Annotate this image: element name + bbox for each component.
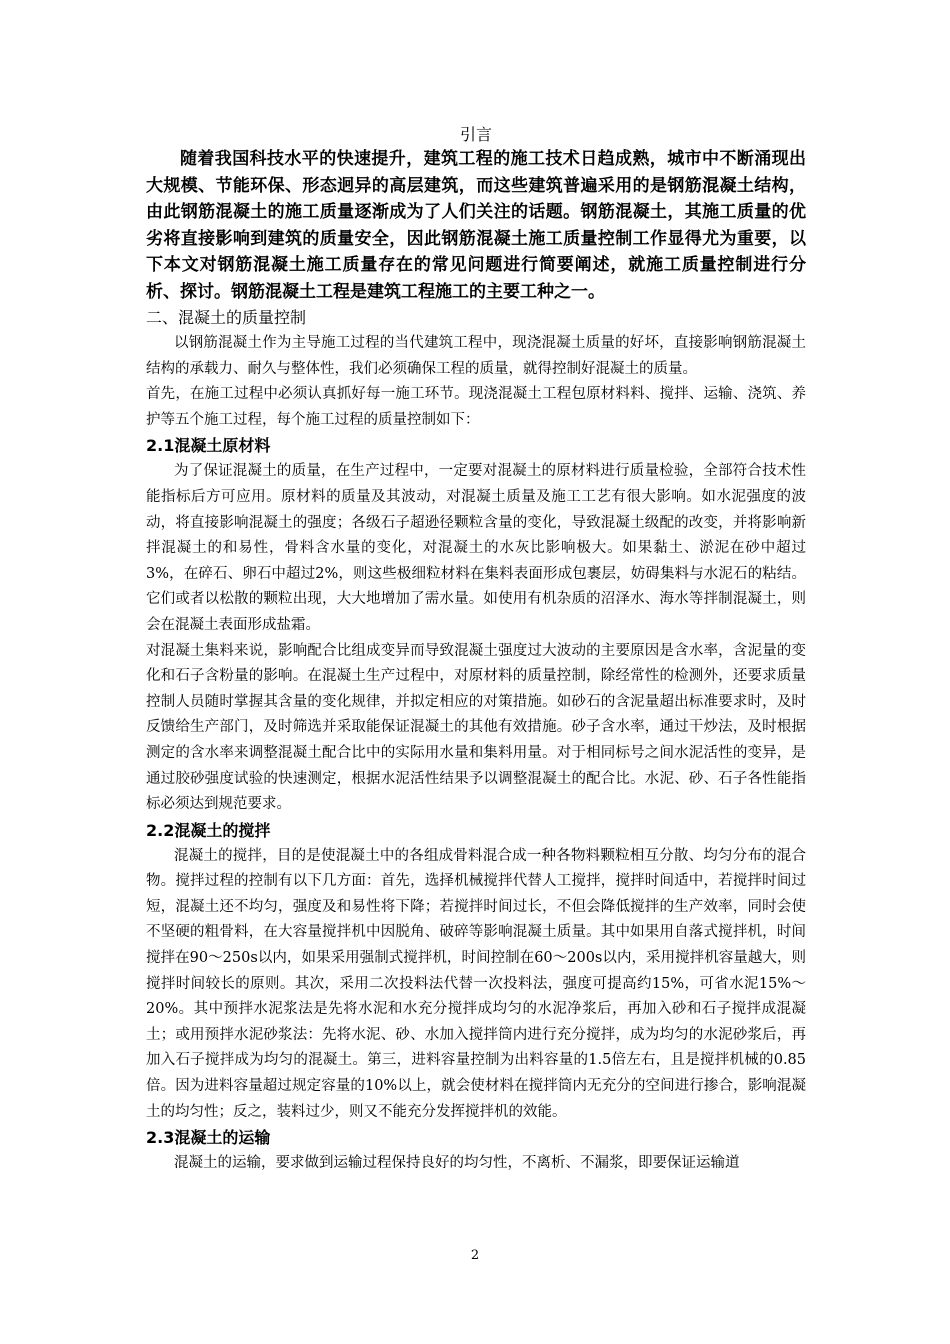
- section-2-1-paragraph-1: 为了保证混凝土的质量，在生产过程中，一定要对混凝土的原材料进行质量检验，全部符合技术性能指标后方可应用。原材料的质量及其波动，对混凝土质量及施工工艺有很大影响。如水泥强度的波动，将直接影响混凝土的强度；各级石子超逊径颗粒含量的变化，导致混凝土级配的改变，并将影响新拌混凝土的和易性，骨料含水量的变化，对混凝土的水灰比影响极大。如果黏土、淤泥在砂中超过3%，在碎石、卵石中超过2%，则这些极细粒材料在集料表面形成包裹层，妨碍集料与水泥石的粘结。它们或者以松散的颗粒出现，大大地增加了需水量。如使用有机杂质的沼泽水、海水等拌制混凝土，则会在混凝土表面形成盐霜。: [146, 463, 806, 633]
- intro-paragraph: 随着我国科技水平的快速提升，建筑工程的施工技术日趋成熟，城市中不断涌现出大规模、节能环保、形态迥异的高层建筑，而这些建筑普遍采用的是钢筋混凝土结构，由此钢筋混凝土的施工质量逐渐成为了人们关注的话题。钢筋混凝土，其施工质量的优劣将直接影响到建筑的质量安全，因此钢筋混凝土施工质量控制工作显得尤为重要，以下本文对钢筋混凝土施工质量存在的常见问题进行简要阐述，就施工质量控制进行分析、探讨。钢筋混凝土工程是建筑工程施工的主要工种之一。: [146, 149, 806, 302]
- section-2-3-heading: 2.3混凝土的运输: [146, 1128, 271, 1148]
- document-page: [146, 124, 806, 1177]
- section-2-1-paragraph-2: 对混凝土集料来说，影响配合比组成变异而导致混凝土强度过大波动的主要原因是含水率，含泥量的变化和石子含粉量的影响。在混凝土生产过程中，对原材料的质量控制，除经常性的检测外，还要求质量控制人员随时掌握其含量的变化规律，并拟定相应的对策措施。如砂石的含泥量超出标准要求时，及时反馈给生产部门，及时筛选并采取能保证混凝土的其他有效措施。砂子含水率，通过干炒法，及时根据测定的含水率来调整混凝土配合比中的实际用水量和集料用量。对于相同标号之间水泥活性的变异，是通过胶砂强度试验的快速测定，根据水泥活性结果予以调整混凝土的配合比。水泥、砂、石子各性能指标必须达到规范要求。: [146, 642, 806, 813]
- section-2-2-paragraph-1: 混凝土的搅拌，目的是使混凝土中的各组成骨料混合成一种各物料颗粒相互分散、均匀分布的混合物。搅拌过程的控制有以下几方面：首先，选择机械搅拌代替人工搅拌，搅拌时间适中，若搅拌时间过短，混凝土还不均匀，强度及和易性将下降；若搅拌时间过长，不但会降低搅拌的生产效率，同时会使不坚硬的粗骨料，在大容量搅拌机中因脱角、破碎等影响混凝土质量。其中如果用自落式搅拌机，时间搅拌在90～250s以内，如果采用强制式搅拌机，时间控制在60～200s以内，采用搅拌机容量越大，则搅拌时间较长的原则。其次，采用二次投料法代替一次投料法，强度可提高约15%，可省水泥15%～20%。其中预拌水泥浆法是先将水泥和水充分搅拌成均匀的水泥净浆后，再加入砂和石子搅拌成混凝土；或用预拌水泥砂浆法：先将水泥、砂、水加入搅拌筒内进行充分搅拌，成为均匀的水泥砂浆后，再加入石子搅拌成为均匀的混凝土。第三，进料容量控制为出料容量的1.5倍左右，且是搅拌机械的0.85倍。因为进料容量超过规定容量的10%以上，就会使材料在搅拌筒内无充分的空间进行掺合，影响混凝土的均匀性；反之，装料过少，则又不能充分发挥搅拌机的效能。: [146, 847, 806, 1120]
- section-2-paragraph-1: 以钢筋混凝土作为主导施工过程的当代建筑工程中，现浇混凝土质量的好坏，直接影响钢筋混凝土结构的承载力、耐久与整体性，我们必须确保工程的质量，就得控制好混凝土的质量。: [146, 335, 806, 377]
- section-2-2-heading: 2.2混凝土的搅拌: [146, 820, 271, 840]
- section-2-1-heading: 2.1混凝土原材料: [146, 436, 271, 456]
- section-2-3-paragraph-1: 混凝土的运输，要求做到运输过程保持良好的均匀性，不离析、不漏浆，即要保证运输道: [174, 1155, 740, 1172]
- page-number: 2: [470, 1248, 480, 1263]
- section-2-heading: 二、混凝土的质量控制: [146, 308, 307, 327]
- section-2-paragraph-2: 首先，在施工过程中必须认真抓好每一施工环节。现浇混凝土工程包原材料料、搅拌、运输、浇筑、养护等五个施工过程，每个施工过程的质量控制如下：: [146, 386, 806, 428]
- page-title: 引言: [459, 125, 492, 144]
